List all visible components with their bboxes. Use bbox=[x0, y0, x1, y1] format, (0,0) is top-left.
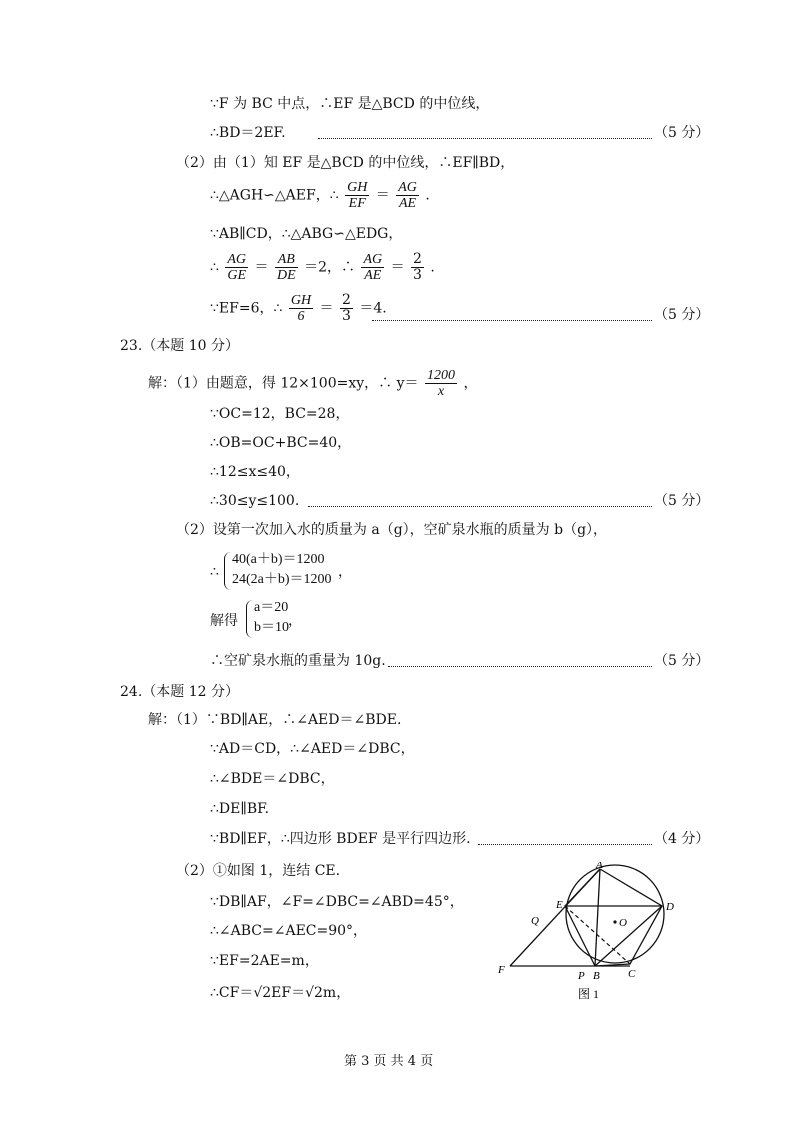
q22-line-6 bbox=[210, 252, 435, 283]
q23-line-2: ∵OC=12，BC=28， bbox=[210, 406, 350, 422]
denominator: 3 bbox=[341, 308, 351, 324]
dot-leader bbox=[388, 666, 652, 667]
q24-line-1: 解：（1）∵BD∥AE，∴∠AED＝∠BDE. bbox=[148, 712, 402, 728]
center-dot bbox=[613, 920, 616, 923]
q23-l1-text: 解：（1）由题意，得 12×100=xy，∴ y＝ bbox=[148, 375, 419, 392]
q23-line-4: ∴12≤x≤40， bbox=[210, 464, 300, 480]
q23-last-line: ∴空矿泉水瓶的重量为 10g. bbox=[210, 653, 386, 669]
label-d: D bbox=[666, 901, 674, 913]
q24-part2-intro: （2）①如图 1，连结 CE. bbox=[176, 863, 341, 879]
denominator: EF bbox=[348, 196, 366, 211]
denominator: 3 bbox=[413, 267, 422, 283]
numerator: AB bbox=[275, 252, 298, 268]
comma: ， bbox=[338, 564, 352, 580]
label-e: E bbox=[556, 899, 563, 911]
brace bbox=[246, 600, 253, 638]
q24-line-5: ∵BD∥EF，∴四边形 BDEF 是平行四边形. bbox=[210, 831, 471, 847]
q22-l4-text: ∴△AGH∽△AEF，∴ bbox=[210, 187, 339, 204]
segment-ab bbox=[595, 869, 600, 966]
equation-2: 24(2a＋b)＝1200 bbox=[232, 572, 332, 587]
q22-l6-mid: ＝2，∴ bbox=[304, 259, 355, 276]
numerator: 1200 bbox=[426, 368, 455, 383]
numerator: GH bbox=[290, 293, 312, 308]
numerator: GH bbox=[347, 180, 368, 195]
q22-line-4 bbox=[210, 180, 430, 211]
q24-line-6: ∵DB∥AF，∠F=∠DBC=∠ABD=45°， bbox=[210, 894, 464, 910]
score: （5 分） bbox=[654, 125, 710, 141]
q22-l7-end: ＝4. bbox=[359, 300, 387, 317]
label-o: O bbox=[619, 917, 627, 929]
denominator: x bbox=[437, 384, 445, 399]
label-p: P bbox=[578, 970, 585, 982]
q24-line-4: ∴DE∥BF. bbox=[210, 801, 270, 817]
numerator: AG bbox=[363, 252, 383, 267]
geometry-figure-1 bbox=[490, 862, 690, 1012]
q23-line-5: ∴30≤y≤100. bbox=[210, 493, 300, 509]
q23-title: 23.（本题 10 分） bbox=[120, 338, 239, 354]
label-q: Q bbox=[531, 915, 539, 927]
denominator: AE bbox=[364, 268, 382, 283]
q22-p2-intro-text: （2）由（1）知 EF 是△BCD 的中位线，∴EF∥BD， bbox=[176, 155, 515, 171]
period: . bbox=[425, 187, 430, 204]
comma: ， bbox=[288, 613, 302, 629]
equation-system-1 bbox=[232, 550, 332, 590]
label-b: B bbox=[593, 970, 600, 982]
segment-fa bbox=[510, 869, 600, 966]
equals: ＝ bbox=[375, 187, 390, 204]
brace bbox=[224, 552, 231, 590]
dot-leader bbox=[478, 844, 652, 845]
q24-line-9: ∴CF＝√2EF＝√2m， bbox=[210, 985, 351, 1001]
q23-line-1 bbox=[148, 368, 477, 399]
fraction bbox=[396, 180, 419, 211]
fraction bbox=[345, 180, 369, 211]
q22-line-2 bbox=[210, 124, 286, 142]
q24-title: 24.（本题 12 分） bbox=[120, 684, 239, 700]
period: . bbox=[430, 259, 435, 276]
q24-line-3: ∴∠BDE＝∠DBC， bbox=[210, 771, 335, 787]
fraction bbox=[275, 252, 298, 283]
solution-a: a＝20 bbox=[254, 600, 289, 615]
label-c: C bbox=[628, 968, 636, 980]
q22-part2-intro bbox=[176, 154, 514, 172]
numerator: AG bbox=[227, 252, 247, 267]
score: （5 分） bbox=[654, 307, 710, 323]
q22-l5-text: ∵AB∥CD，∴△ABG∽△EDG， bbox=[210, 226, 403, 242]
denominator: AE bbox=[399, 196, 417, 211]
fraction bbox=[340, 293, 353, 324]
fraction bbox=[425, 368, 457, 399]
label-a: A bbox=[596, 862, 603, 871]
q22-line-5 bbox=[210, 225, 402, 243]
equals: ＝ bbox=[254, 259, 269, 276]
q24-line-7: ∴∠ABC=∠AEC=90°， bbox=[210, 923, 368, 939]
solution-b: b＝10 bbox=[254, 620, 289, 635]
page-footer: 第 3 页 共 4 页 bbox=[344, 1054, 434, 1069]
q22-line-1 bbox=[210, 95, 489, 113]
dot-leader bbox=[308, 506, 652, 507]
therefore: ∴ bbox=[210, 259, 219, 276]
denominator: 6 bbox=[297, 309, 305, 324]
fraction bbox=[225, 252, 248, 283]
comma: ， bbox=[463, 375, 478, 392]
fraction bbox=[361, 252, 384, 283]
fraction bbox=[289, 293, 313, 324]
figure-caption: 图 1 bbox=[578, 987, 600, 1001]
segment-db bbox=[595, 906, 662, 966]
q22-l7-text: ∵EF=6，∴ bbox=[210, 300, 283, 317]
denominator: DE bbox=[276, 268, 296, 283]
q23-part2-intro: （2）设第一次加入水的质量为 a（g），空矿泉水瓶的质量为 b（g）， bbox=[176, 522, 608, 538]
numerator: 2 bbox=[413, 251, 422, 267]
score: （5 分） bbox=[654, 493, 710, 509]
score: （4 分） bbox=[654, 831, 710, 847]
fraction bbox=[411, 252, 424, 283]
q24-line-2: ∵AD＝CD，∴∠AED＝∠DBC， bbox=[210, 741, 415, 757]
dot-leader bbox=[372, 320, 652, 321]
score: （5 分） bbox=[654, 653, 710, 669]
equals: ＝ bbox=[319, 300, 334, 317]
equation-system-2 bbox=[254, 598, 289, 638]
q22-line-7 bbox=[210, 293, 387, 324]
therefore: ∴ bbox=[210, 564, 219, 580]
q24-line-8: ∵EF=2AE=m， bbox=[210, 953, 319, 969]
numerator: 2 bbox=[341, 292, 351, 308]
equals: ＝ bbox=[390, 259, 405, 276]
q22-l1-text: ∵F 为 BC 中点，∴EF 是△BCD 的中位线， bbox=[210, 96, 490, 112]
label-f: F bbox=[498, 964, 505, 976]
q23-line-3: ∴OB=OC+BC=40， bbox=[210, 435, 352, 451]
numerator: AG bbox=[398, 180, 417, 195]
equation-1: 40(a＋b)＝1200 bbox=[232, 552, 325, 567]
q22-l2-text: ∴BD＝2EF. bbox=[210, 125, 286, 141]
dot-leader bbox=[318, 138, 652, 139]
denominator: GE bbox=[227, 268, 247, 283]
solve-label: 解得 bbox=[210, 613, 238, 629]
